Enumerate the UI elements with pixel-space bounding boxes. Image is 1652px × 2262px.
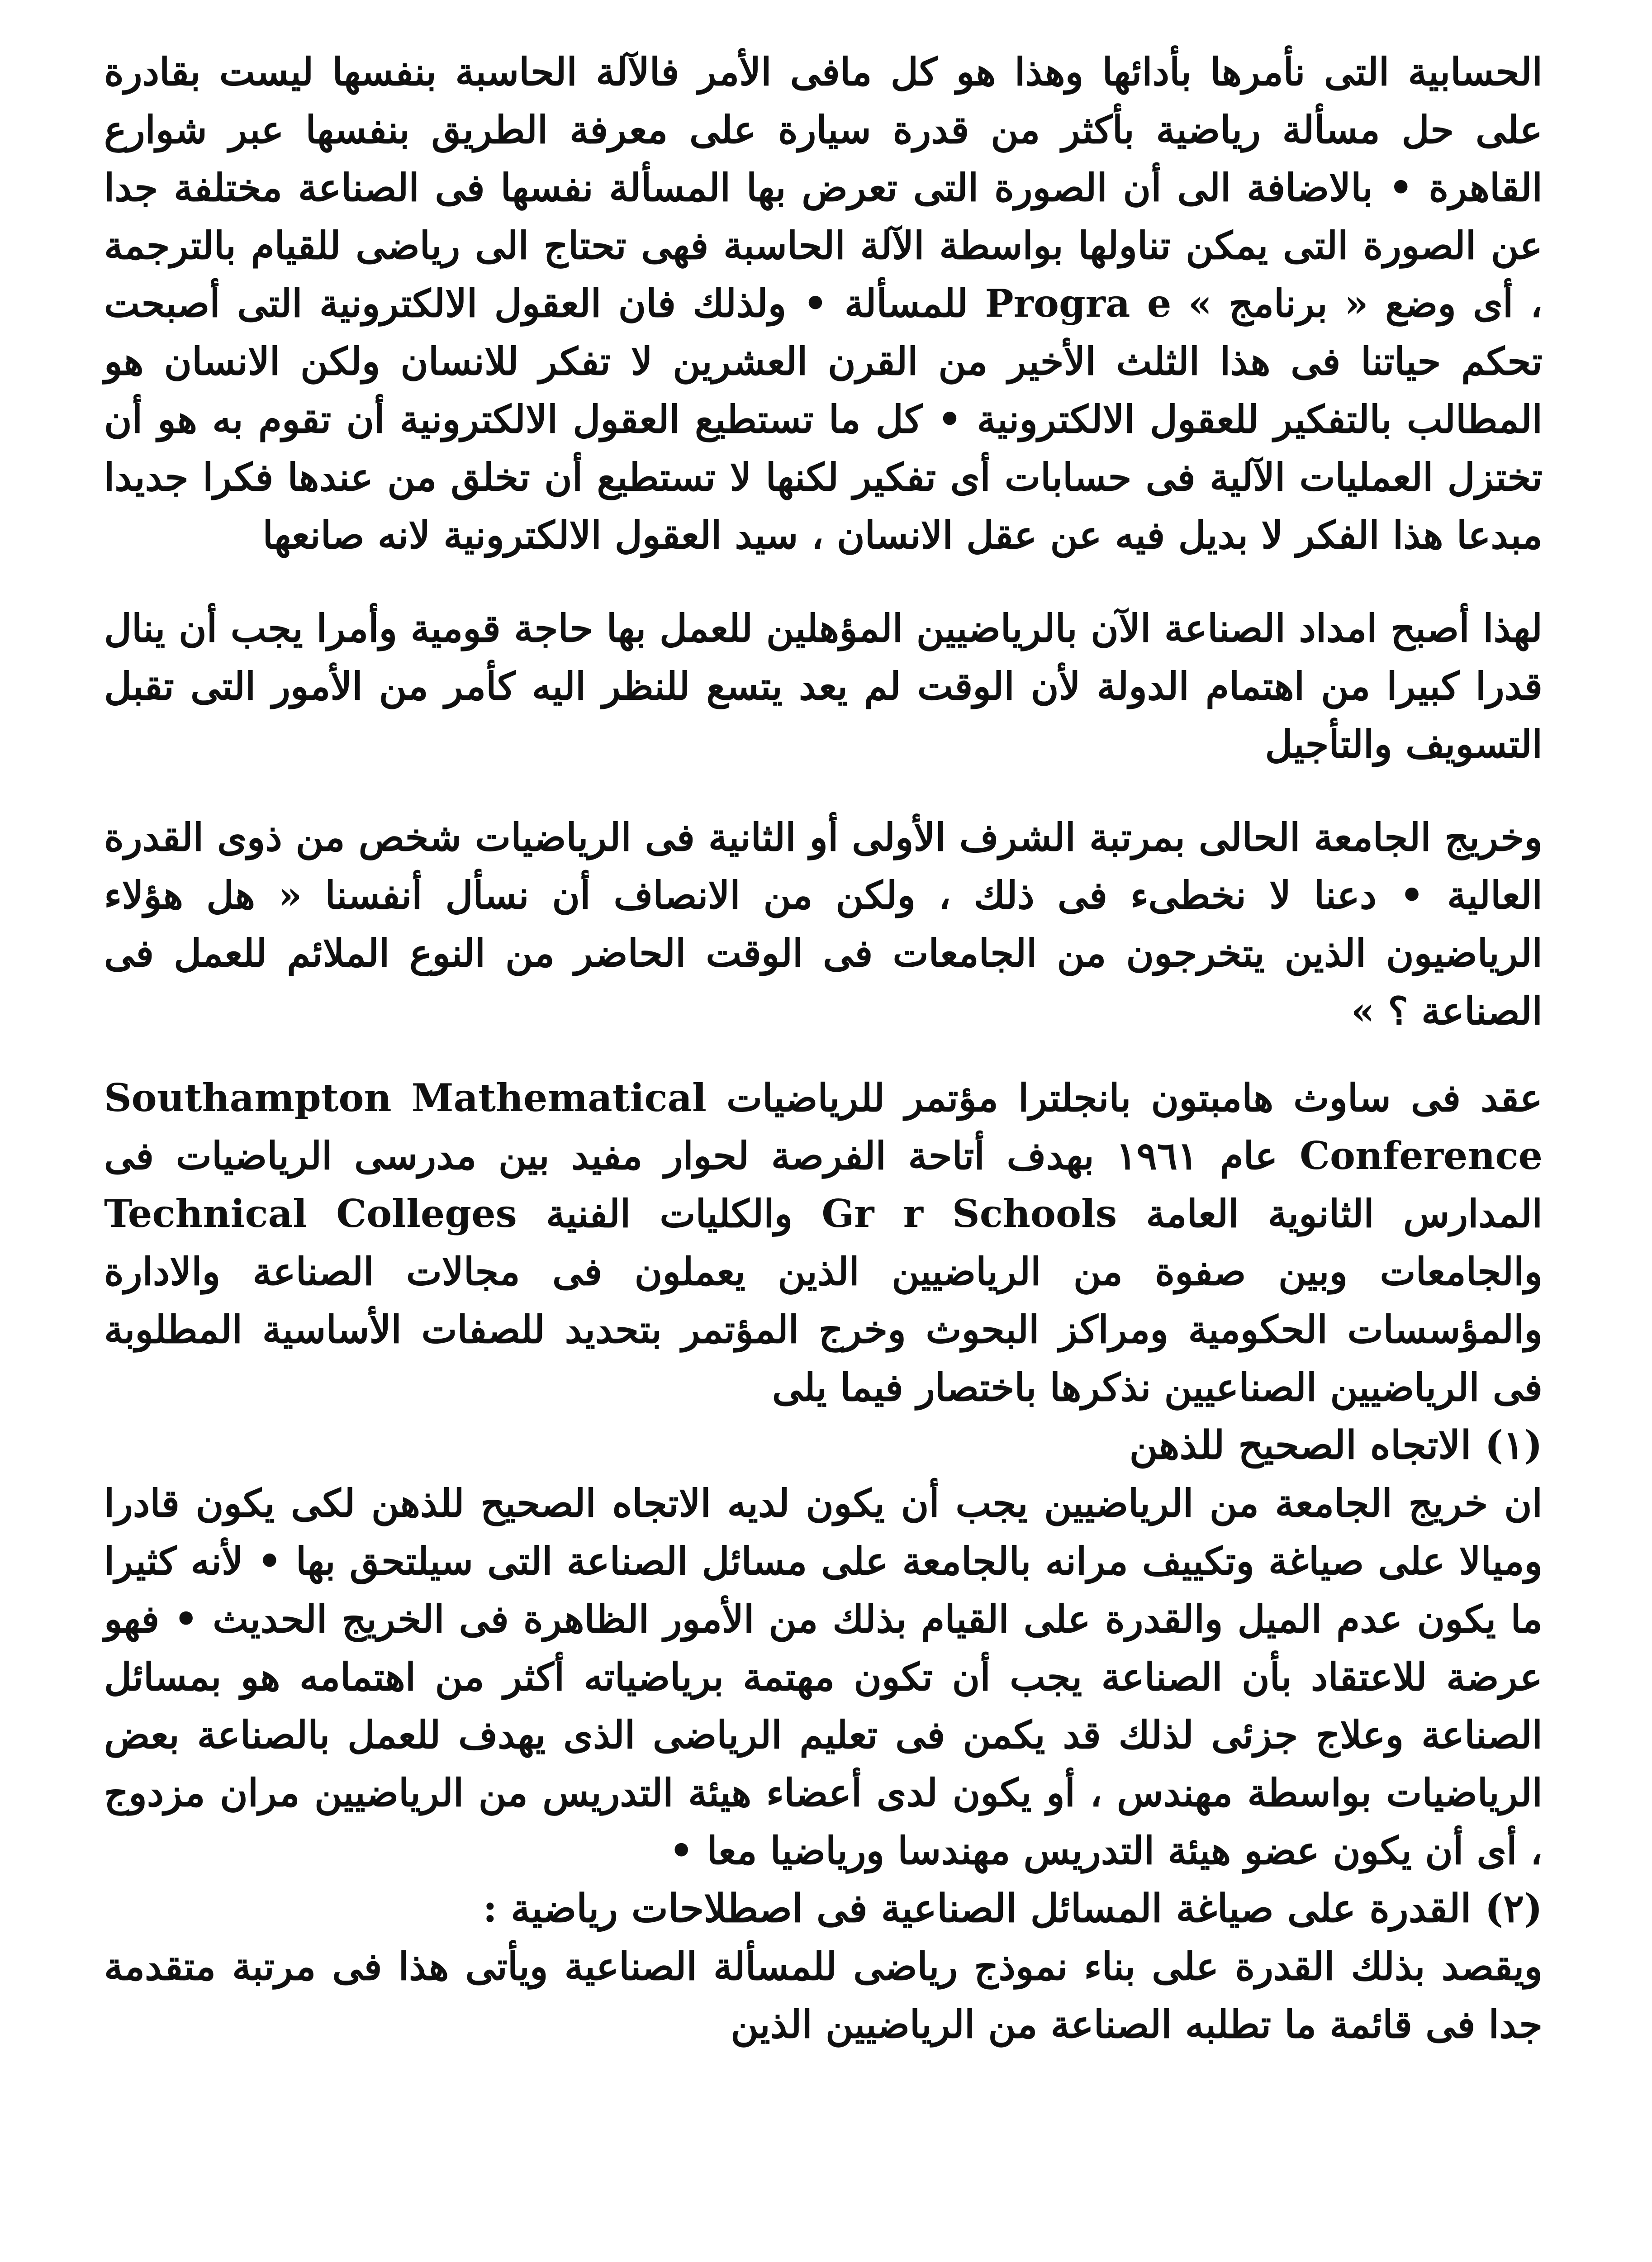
paragraph-national-need: لهذا أصبح امداد الصناعة الآن بالرياضيين المؤهلين للعمل بها حاجة قومية وأمرا يجب أن ينال قدرا كبيرا من اهتمام الدولة لأن الوقت لم يعد يتسع للنظر اليه كأمر من الأمور التى تقبل التسويف والتأجيل [104, 606, 1543, 766]
section-heading-formulation: (٢) القدرة على صياغة المسائل الصناعية فى اصطلاحات رياضية : [483, 1886, 1543, 1931]
section-body-right-attitude: ان خريج الجامعة من الرياضيين يجب أن يكون لديه الاتجاه الصحيح للذهن لكى يكون قادرا وميالا على صياغة وتكييف مرانه بالجامعة على مسائل الصناعة التى سيلتحق بها • لأنه كثيرا ما يكون عدم الميل والقدرة على القيام بذلك من الأمور الظاهرة فى الخريج الحديث • فهو عرضة للاعتقاد بأن الصناعة يجب أن تكون مهتمة برياضياته أكثر من اهتمامه هو بمسائل الصناعة وعلاج جزئى لذلك قد يكمن فى تعليم الرياضى الذى يهدف للعمل بالصناعة بعض الرياضيات بواسطة مهندس ، أو يكون لدى أعضاء هيئة التدريس من الرياضيين مران مزدوج ، أى أن يكون عضو هيئة التدريس مهندسا ورياضيا معا • [104, 1481, 1543, 1873]
paragraph-southampton-conference: عقد فى ساوث هامبتون بانجلترا مؤتمر للرياضيات Southampton Mathematical Conference عام ١٩٦١ بهدف أتاحة الفرصة لحوار مفيد بين مدرسى الرياضيات فى المدارس الثانوية العامة Gr r Schools والكليات الفنية Technical Colleges والجامعات وبين صفوة من الرياضيين الذين يعملون فى مجالات الصناعة والادارة والمؤسسات الحكومية ومراكز البحوث وخرج المؤتمر بتحديد للصفات الأساسية المطلوبة فى الرياضيين الصناعيين نذكرها باختصار فيما يلى [104, 1075, 1543, 1410]
section-heading-right-attitude: (١) الاتجاه الصحيح للذهن [1129, 1422, 1543, 1468]
paragraph-graduates: وخريج الجامعة الحالى بمرتبة الشرف الأولى أو الثانية فى الرياضيات شخص من ذوى القدرة العالية • دعنا لا نخطىء فى ذلك ، ولكن من الانصاف أن نسأل أنفسنا « هل هؤلاء الرياضيون الذين يتخرجون من الجامعات فى الوقت الحاضر من النوع الملائم للعمل فى الصناعة ؟ » [104, 815, 1543, 1033]
paragraph-electronic-brains: الحسابية التى نأمرها بأدائها وهذا هو كل مافى الأمر فالآلة الحاسبة بنفسها ليست بقادرة على حل مسألة رياضية بأكثر من قدرة سيارة على معرفة الطريق بنفسها عبر شوارع القاهرة • بالاضافة الى أن الصورة التى تعرض بها المسألة نفسها فى الصناعة مختلفة جدا عن الصورة التى يمكن تناولها بواسطة الآلة الحاسبة فهى تحتاج الى رياضى للقيام بالترجمة ، أى وضع « برنامج » Progra e للمسألة • ولذلك فان العقول الالكترونية التى أصبحت تحكم حياتنا فى هذا الثلث الأخير من القرن العشرين لا تفكر للانسان ولكن الانسان هو المطالب بالتفكير للعقول الالكترونية • كل ما تستطيع العقول الالكترونية أن تقوم به هو أن تختزل العمليات الآلية فى حسابات أى تفكير لكنها لا تستطيع أن تخلق من عندها فكرا جديدا مبدعا هذا الفكر لا بديل فيه عن عقل الانسان ، سيد العقول الالكترونية لانه صانعها [104, 49, 1543, 557]
section-body-formulation: ويقصد بذلك القدرة على بناء نموذج رياضى للمسألة الصناعية ويأتى هذا فى مرتبة متقدمة جدا فى قائمة ما تطلبه الصناعة من الرياضيين الذين [104, 1944, 1543, 2047]
document-page [104, 43, 1543, 2262]
